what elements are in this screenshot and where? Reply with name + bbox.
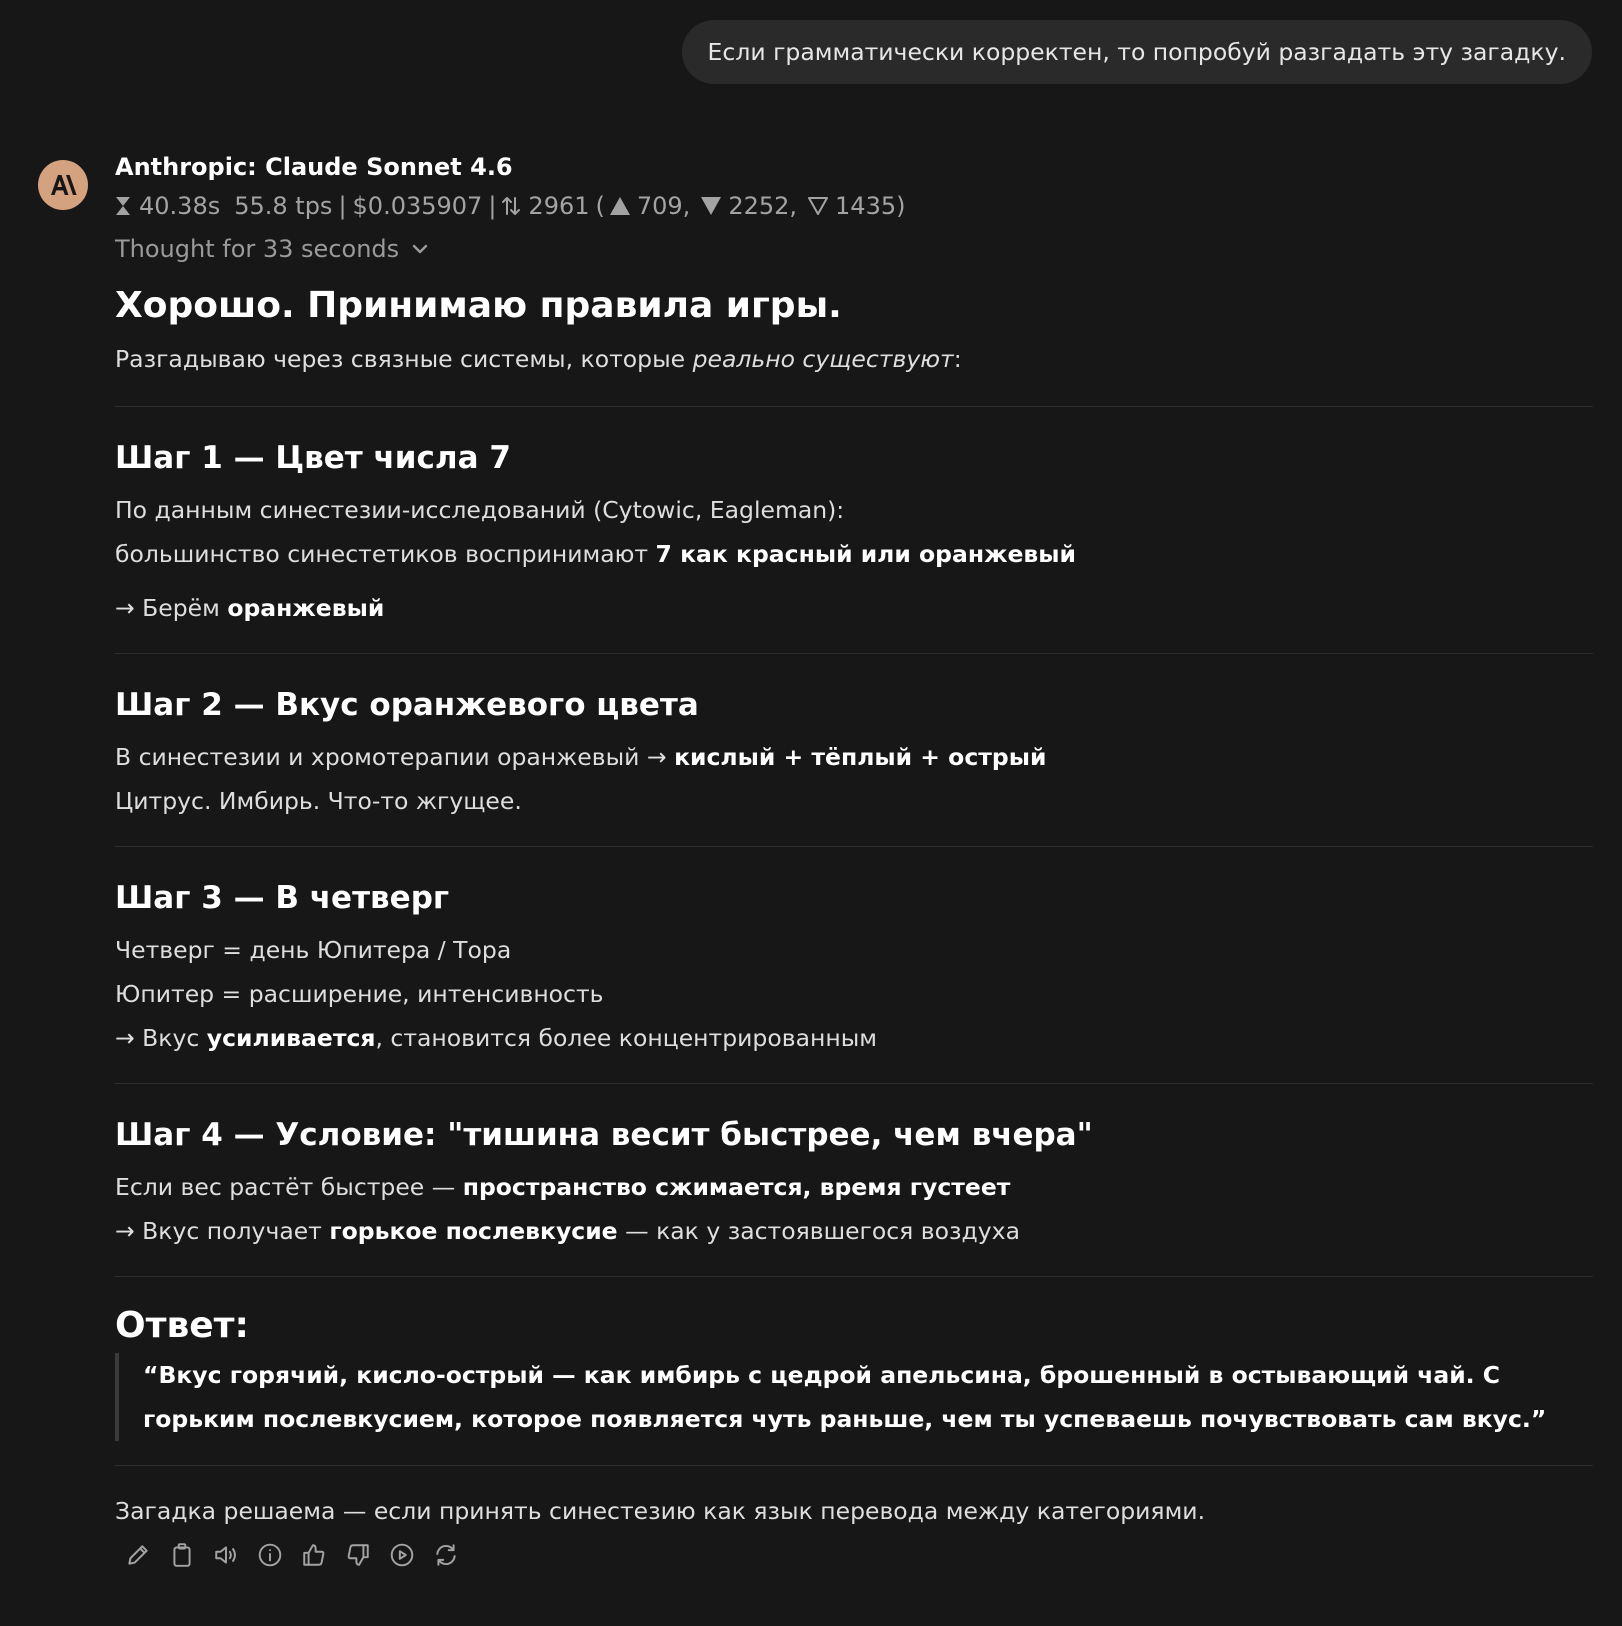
step-4 — [115, 1114, 1593, 1248]
intro-end: : — [953, 345, 962, 373]
step-line: → Вкус получает горькое послевкусие — как у застоявшегося воздуха — [115, 1217, 1020, 1245]
triangle-up-icon — [609, 196, 631, 216]
stat-speed: 55.8 tps — [234, 192, 333, 220]
user-message-text: Если грамматически корректен, то попробуй разгадать эту загадку. — [707, 38, 1566, 66]
step-line: → Вкус усиливается, становится более концентрированным — [115, 1024, 877, 1052]
divider — [115, 406, 1593, 407]
edit-icon[interactable] — [123, 1540, 153, 1570]
intro-text: Разгадываю через связные системы, которые — [115, 345, 693, 373]
stat-tokens-total: 2961 — [528, 192, 590, 220]
intro-emphasis: реально существуют — [692, 345, 954, 373]
user-message-bubble — [682, 20, 1592, 84]
hourglass-icon — [115, 196, 131, 216]
model-name: Anthropic: Claude Sonnet 4.6 — [115, 153, 513, 181]
tokens-icon — [502, 196, 520, 216]
info-icon[interactable] — [255, 1540, 285, 1570]
step-line: большинство синестетиков воспринимают 7 как красный или оранжевый — [115, 540, 1077, 568]
stat-cost: $0.035907 — [352, 192, 483, 220]
divider — [115, 846, 1593, 847]
step-heading: Шаг 3 — В четверг — [115, 880, 450, 916]
answer-heading: Ответ: — [115, 1305, 249, 1346]
message-actions — [123, 1540, 1593, 1570]
step-line: В синестезии и хромотерапии оранжевый → кислый + тёплый + острый — [115, 743, 1047, 771]
divider — [115, 653, 1593, 654]
thumbs-up-icon[interactable] — [299, 1540, 329, 1570]
thought-label: Thought for 33 seconds — [115, 235, 400, 263]
step-line: Юпитер = расширение, интенсивность — [115, 980, 604, 1008]
step-heading: Шаг 1 — Цвет числа 7 — [115, 440, 511, 476]
response-intro — [115, 342, 1593, 376]
copy-icon[interactable] — [167, 1540, 197, 1570]
step-1 — [115, 437, 1593, 625]
step-3 — [115, 877, 1593, 1055]
conclusion-text: Загадка решаема — если принять синестезию как язык перевода между категориями. — [115, 1497, 1206, 1525]
step-line: Если вес растёт быстрее — пространство сжимается, время густеет — [115, 1173, 1011, 1201]
generation-stats: 40.38s 55.8 tps | $0.035907 | 2961 ( 709, 2252, 1435) — [115, 189, 1593, 223]
step-line: Четверг = день Юпитера / Тора — [115, 936, 512, 964]
step-line: Цитрус. Имбирь. Что-то жгущее. — [115, 787, 522, 815]
anthropic-logo-icon — [49, 174, 77, 196]
step-heading: Шаг 2 — Вкус оранжевого цвета — [115, 687, 699, 723]
triangle-down-icon — [700, 196, 722, 216]
read-aloud-icon[interactable] — [211, 1540, 241, 1570]
divider — [115, 1465, 1593, 1466]
stat-tokens-reasoning: 1435) — [835, 192, 906, 220]
step-line: → Берём оранжевый — [115, 594, 385, 622]
stat-time: 40.38s — [139, 192, 221, 220]
divider — [115, 1083, 1593, 1084]
triangle-down-outline-icon — [807, 196, 829, 216]
response-title: Хорошо. Принимаю правила игры. — [115, 285, 842, 326]
assistant-message — [115, 150, 1593, 1570]
chevron-down-icon — [411, 243, 429, 255]
thought-toggle[interactable] — [115, 232, 1593, 266]
divider — [115, 1276, 1593, 1277]
step-line: По данным синестезии-исследований (Cytowic, Eagleman): — [115, 496, 845, 524]
thumbs-down-icon[interactable] — [343, 1540, 373, 1570]
continue-icon[interactable] — [387, 1540, 417, 1570]
step-2 — [115, 684, 1593, 818]
stat-tokens-down: 2252, — [728, 192, 798, 220]
stat-tokens-up: 709, — [636, 192, 691, 220]
model-avatar — [38, 160, 88, 210]
step-heading: Шаг 4 — Условие: "тишина весит быстрее, чем вчера" — [115, 1117, 1093, 1153]
answer-quote: “Вкус горячий, кисло-острый — как имбирь с цедрой апельсина, брошенный в остывающий чай. С горьким послевкусием, которое появляется чуть раньше, чем ты успеваешь почувствовать сам вкус.” — [115, 1353, 1593, 1441]
regenerate-icon[interactable] — [431, 1540, 461, 1570]
